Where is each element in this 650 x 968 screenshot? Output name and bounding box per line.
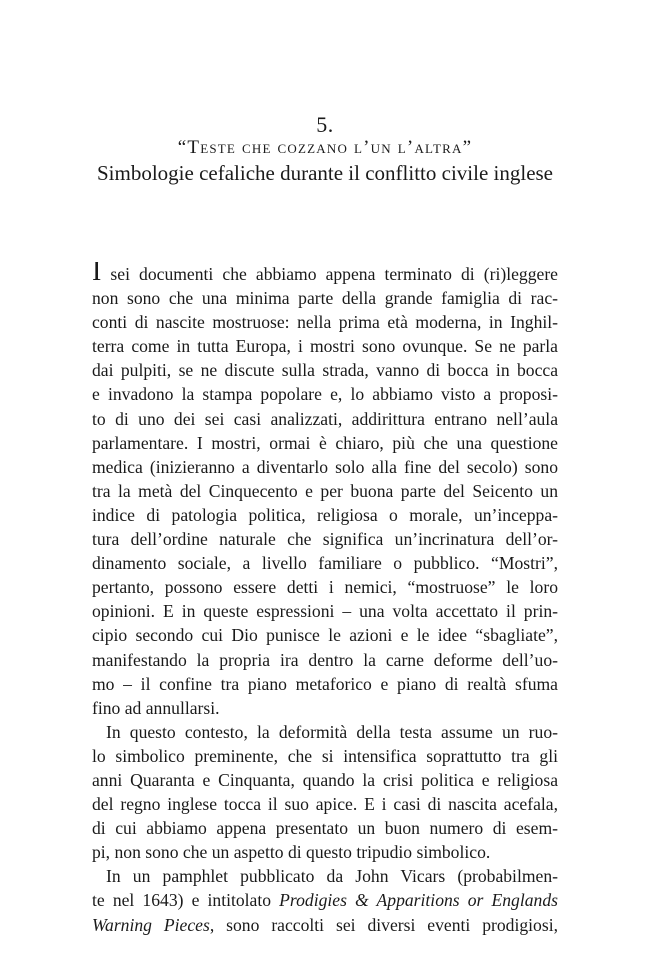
text-line: terra come in tutta Europa, i mostri sono ovunque. Se ne parla [92,336,558,357]
text-line: fino ad annullarsi. [92,697,220,718]
text-line: dai pulpiti, se ne discute sulla strada, vanno di bocca in bocca [92,360,558,381]
text-line: pi, non sono che un aspetto di questo tripudio simbolico. [92,842,491,863]
text-line [92,888,558,912]
text-line: lo simbolico preminente, che si intensifica soprattutto tra gli [92,745,558,766]
text-line-rest: sei documenti che abbiamo appena terminato di (ri)leggere [101,264,558,284]
drop-cap: I [92,262,102,287]
text-line: dinamento sociale, a livello familiare o pubblico. “Mostri”, [92,553,558,574]
text-line: manifestando la propria ira dentro la carne deforme dell’uo- [92,649,558,670]
text-line: opinioni. E in queste espressioni – una volta accettato il prin- [92,601,558,622]
text-line: cipio secondo cui Dio punisce le azioni e le idee “sbagliate”, [92,625,558,646]
chapter-number: 5. [316,112,334,137]
text-line: del regno inglese tocca il suo apice. E i casi di nascita acefala, [92,794,558,815]
text-line: mo – il confine tra piano metaforico e piano di realtà sfuma [92,673,558,694]
text-line: In questo contesto, la deformità della testa assume un ruo- [106,721,558,742]
body-text [92,262,558,937]
text-segment: , sono raccolti sei diversi eventi prodigiosi, [209,914,558,935]
text-line: tra la metà del Cinquecento e per buona parte del Seicento un [92,480,558,501]
text-line: to di uno dei sei casi analizzati, addirittura entrano nell’aula [92,408,558,429]
text-line: anni Quaranta e Cinquanta, quando la crisi politica e religiosa [92,769,558,790]
chapter-subtitle: Simbologie cefaliche durante il conflitto civile inglese [96,161,554,185]
text-line [92,913,558,937]
text-line: non sono che una minima parte della grande famiglia di rac- [92,288,558,309]
text-line: indice di patologia politica, religiosa o morale, un’inceppa- [92,504,558,525]
text-line: di cui abbiamo appena presentato un buon numero di esem- [92,818,558,839]
text-line: tura dell’ordine naturale che significa un’incrinatura dell’or- [92,529,558,550]
pamphlet-title: Warning Pieces [92,914,210,935]
pamphlet-title: Prodigies & Apparitions or Englands [279,890,558,911]
text-line: medica (inizieranno a diventarlo solo alla fine del secolo) sono [92,456,558,477]
text-line: conti di nascite mostruose: nella prima età moderna, in Inghil- [92,312,558,333]
text-line: pertanto, possono essere detti i nemici, “mostruose” le loro [92,577,558,598]
chapter-title: “Teste che cozzano l’un l’altra” [177,137,473,158]
text-segment: te nel 1643) e intitolato [92,890,280,911]
text-line: parlamentare. I mostri, ormai è chiaro, più che una questione [92,432,558,453]
text-line: e invadono la stampa popolare e, lo abbiamo visto a proposi- [92,384,558,405]
text-line: In un pamphlet pubblicato da John Vicars (probabilmen- [106,866,558,887]
text-line [92,262,558,286]
